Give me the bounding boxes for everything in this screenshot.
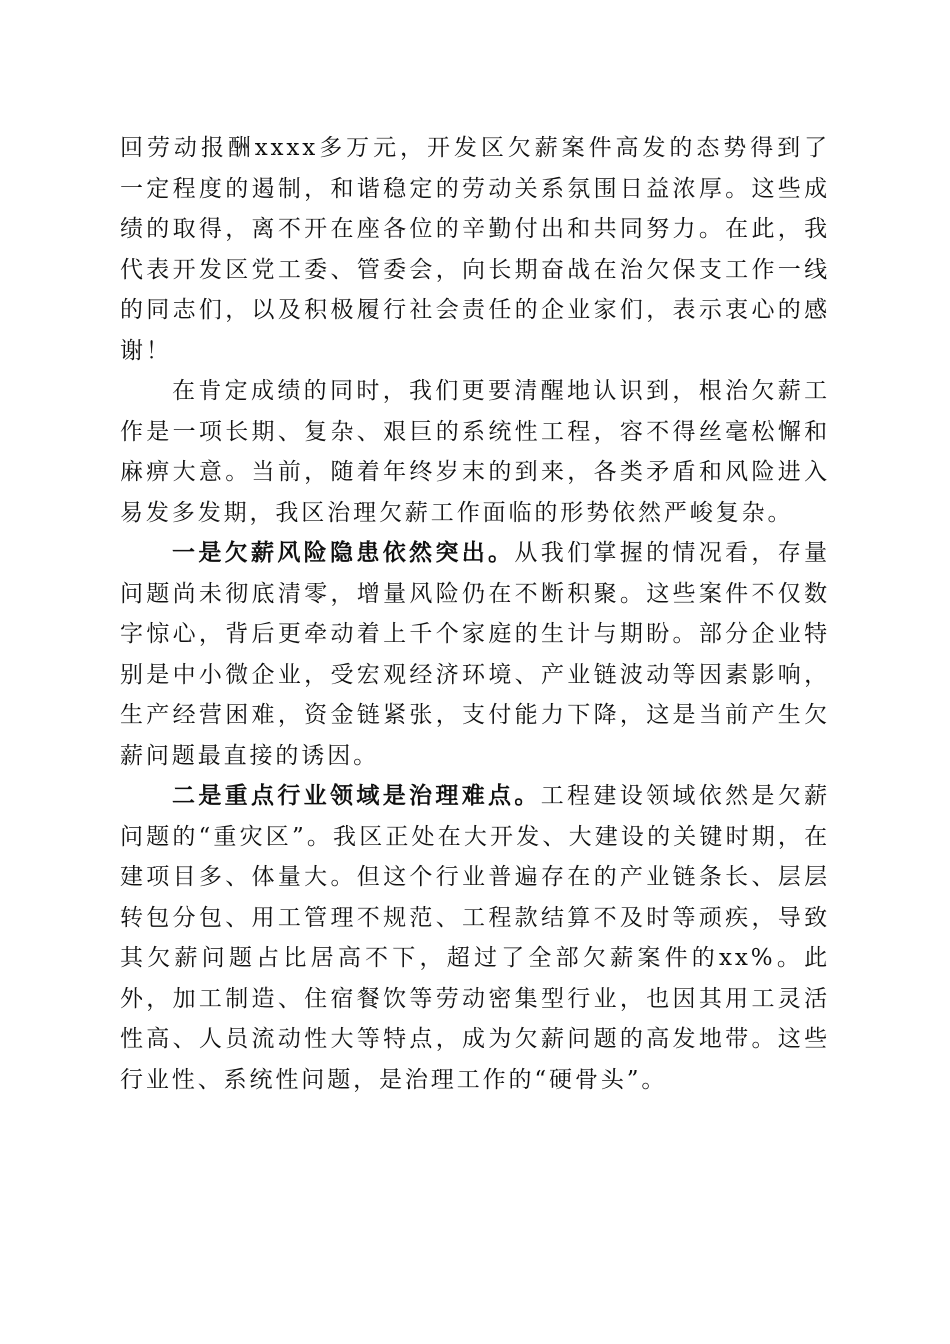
paragraph-continuation [120, 128, 830, 371]
paragraph-text: 工程建设领域依然是欠薪问题的“重灾区”。我区正处在大开发、大建设的关键时期，在建项目多、体量大。但这个行业普遍存在的产业链条长、层层转包分包、用工管理不规范、工程款结算不及时等顽疾，导致其欠薪问题占比居高不下，超过了全部欠薪案件的xx%。此外，加工制造、住宿餐饮等劳动密集型行业，也因其用工灵活性高、人员流动性大等特点，成为欠薪问题的高发地带。这些行业性、系统性问题，是治理工作的“硬骨头”。 [120, 783, 830, 1093]
paragraph-lead: 二是重点行业领域是治理难点。 [172, 782, 541, 809]
paragraph-situation [120, 371, 830, 533]
document-body [120, 128, 830, 1100]
paragraph-point-two [120, 776, 830, 1100]
paragraph-lead: 一是欠薪风险隐患依然突出。 [172, 539, 515, 566]
paragraph-text: 在肯定成绩的同时，我们更要清醒地认识到，根治欠薪工作是一项长期、复杂、艰巨的系统性工程，容不得丝毫松懈和麻痹大意。当前，随着年终岁末的到来，各类矛盾和风险进入易发多发期，我区治理欠薪工作面临的形势依然严峻复杂。 [120, 378, 830, 526]
paragraph-text: 回劳动报酬xxxx多万元，开发区欠薪案件高发的态势得到了一定程度的遏制，和谐稳定的劳动关系氛围日益浓厚。这些成绩的取得，离不开在座各位的辛勤付出和共同努力。在此，我代表开发区党工委、管委会，向长期奋战在治欠保支工作一线的同志们，以及积极履行社会责任的企业家们，表示衷心的感谢！ [120, 135, 830, 364]
paragraph-text: 从我们掌握的情况看，存量问题尚未彻底清零，增量风险仍在不断积聚。这些案件不仅数字惊心，背后更牵动着上千个家庭的生计与期盼。部分企业特别是中小微企业，受宏观经济环境、产业链波动等因素影响，生产经营困难，资金链紧张，支付能力下降，这是当前产生欠薪问题最直接的诱因。 [120, 540, 830, 769]
paragraph-point-one [120, 533, 830, 776]
